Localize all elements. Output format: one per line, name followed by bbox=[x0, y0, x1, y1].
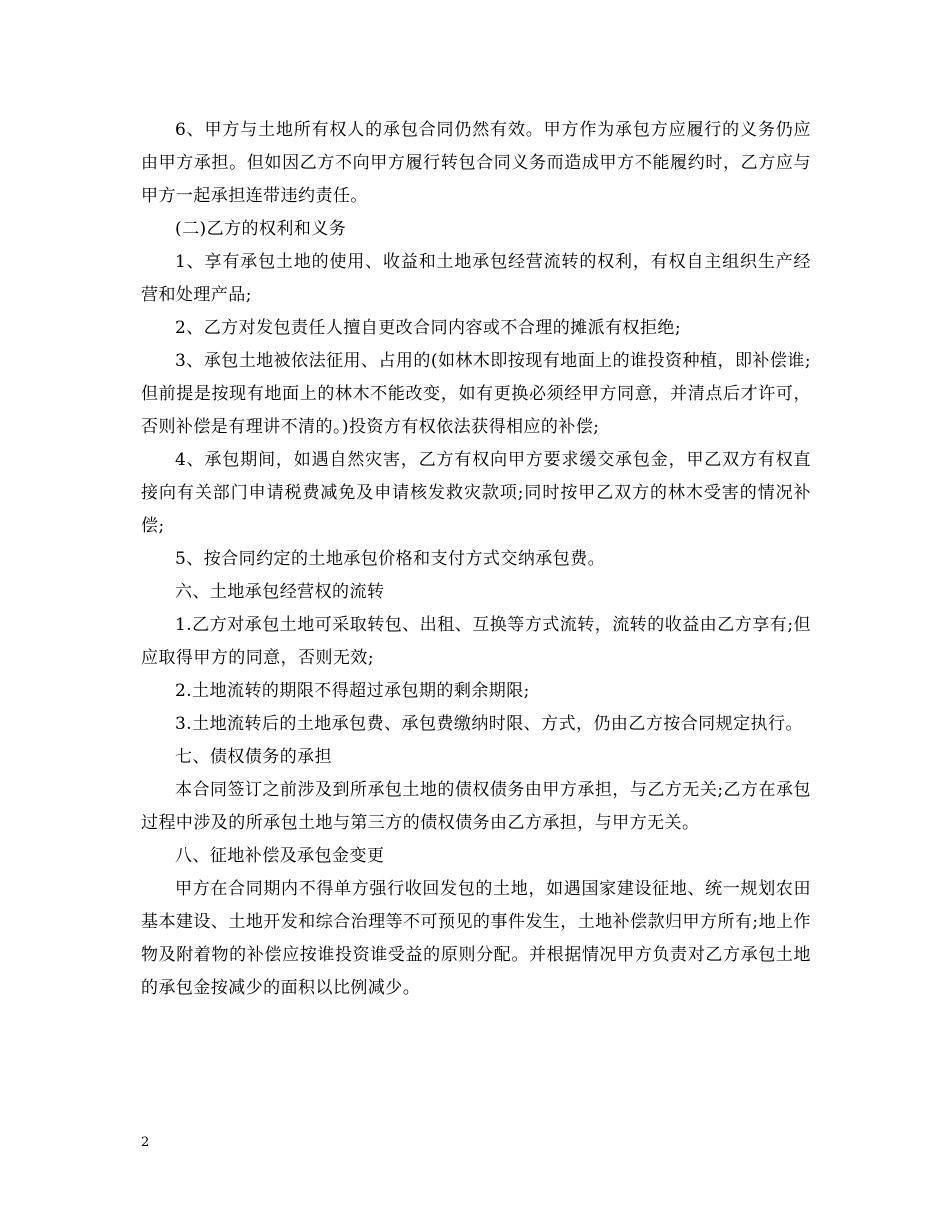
paragraph-party-b-item-3: 3、承包土地被依法征用、占用的(如林木即按现有地面上的谁投资种植，即补偿谁;但前提是按现有地面上的林木不能改变，如有更换必须经甲方同意，并清点后才许可，否则补偿是有理讲不清的。)投资方有权依法获得相应的补偿; bbox=[141, 351, 811, 437]
document-body bbox=[141, 114, 811, 1005]
paragraph-debts: 本合同签订之前涉及到所承包土地的债权债务由甲方承担，与乙方无关;乙方在承包过程中涉及的所承包土地与第三方的债权债务由乙方承担，与甲方无关。 bbox=[141, 780, 811, 833]
paragraph-party-b-item-2: 2、乙方对发包责任人擅自更改合同内容或不合理的摊派有权拒绝; bbox=[175, 318, 682, 338]
paragraph-transfer-item-2: 2.土地流转的期限不得超过承包期的剩余期限; bbox=[175, 681, 530, 701]
paragraph-clause-6: 6、甲方与土地所有权人的承包合同仍然有效。甲方作为承包方应履行的义务仍应由甲方承担。但如因乙方不向甲方履行转包合同义务而造成甲方不能履约时，乙方应与甲方一起承担连带违约责任。 bbox=[141, 120, 811, 206]
section-heading-debts: 七、债权债务的承担 bbox=[175, 747, 333, 767]
section-heading-party-b-rights: (二)乙方的权利和义务 bbox=[175, 219, 347, 239]
paragraph-transfer-item-1: 1.乙方对承包土地可采取转包、出租、互换等方式流转，流转的收益由乙方享有;但应取得甲方的同意，否则无效; bbox=[141, 615, 811, 668]
paragraph-party-b-item-4: 4、承包期间，如遇自然灾害，乙方有权向甲方要求缓交承包金，甲乙双方有权直接向有关部门申请税费减免及申请核发救灾款项;同时按甲乙双方的林木受害的情况补偿; bbox=[141, 450, 811, 536]
paragraph-transfer-item-3: 3.土地流转后的土地承包费、承包费缴纳时限、方式，仍由乙方按合同规定执行。 bbox=[175, 714, 803, 734]
page-number: 2 bbox=[141, 1135, 150, 1150]
paragraph-party-b-item-1: 1、享有承包土地的使用、收益和土地承包经营流转的权利，有权自主组织生产经营和处理产品; bbox=[141, 252, 811, 305]
section-heading-compensation: 八、征地补偿及承包金变更 bbox=[175, 846, 385, 866]
paragraph-compensation: 甲方在合同期内不得单方强行收回发包的土地，如遇国家建设征地、统一规划农田基本建设、土地开发和综合治理等不可预见的事件发生，土地补偿款归甲方所有;地上作物及附着物的补偿应按谁投资谁受益的原则分配。并根据情况甲方负责对乙方承包土地的承包金按减少的面积以比例减少。 bbox=[141, 879, 811, 998]
section-heading-transfer: 六、土地承包经营权的流转 bbox=[175, 582, 385, 602]
paragraph-party-b-item-5: 5、按合同约定的土地承包价格和支付方式交纳承包费。 bbox=[175, 549, 606, 569]
